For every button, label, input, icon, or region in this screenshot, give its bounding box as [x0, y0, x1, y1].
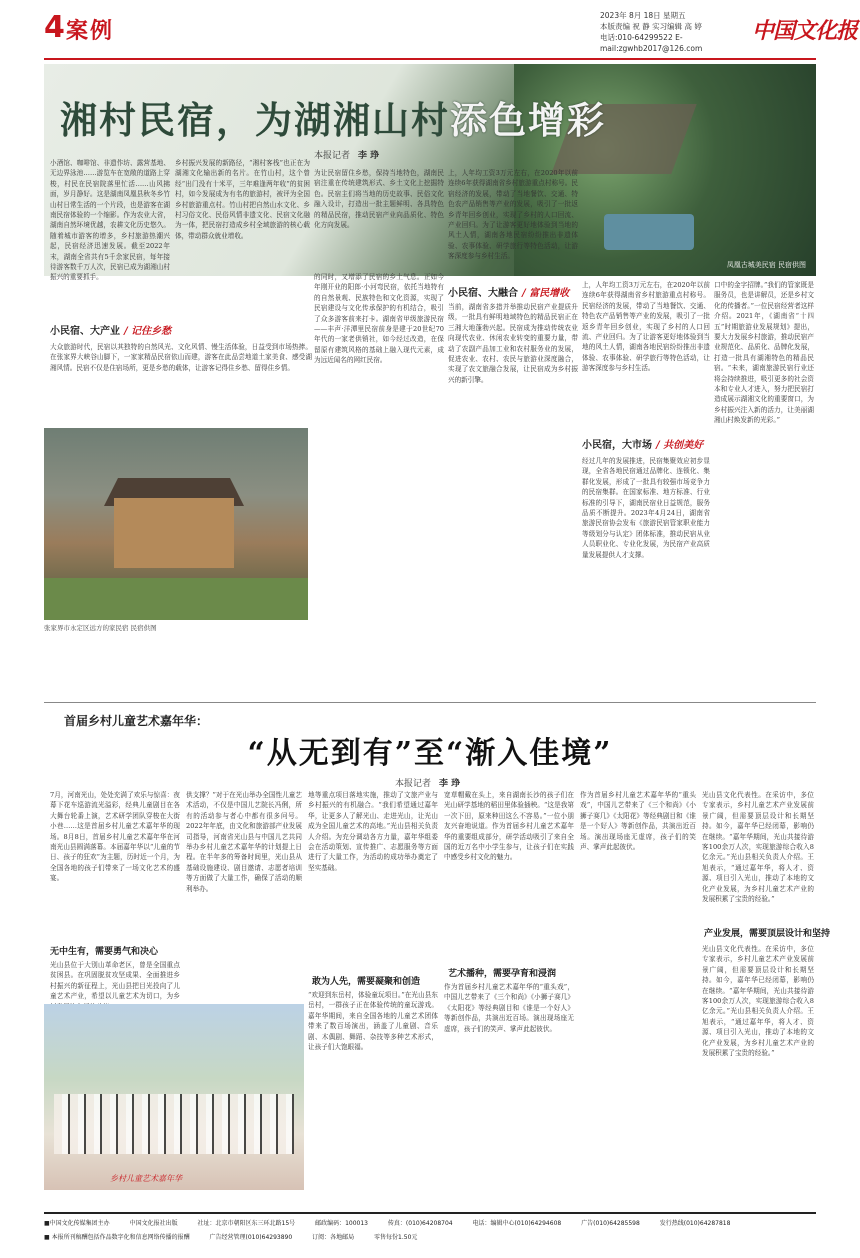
article1-subhead-1 — [50, 322, 171, 337]
masthead-rule — [44, 58, 816, 60]
paper-logo: 中国文化报 — [752, 18, 858, 44]
photo-children — [54, 1094, 294, 1154]
date-line: 2023年 8月 18日 星期五 — [600, 11, 686, 20]
article2-subhead-4: 产业发展，需要顶层设计和坚持 — [704, 929, 831, 939]
article2-col3b: “欢迎到东岳村，体验童玩项目。”在光山县东岳村，一群孩子正在体验传统的童玩游戏。嘉年华期间，来自全国各地的儿童艺术团体带来了数百场演出，涵盖了儿童剧、音乐剧、木偶剧、舞蹈、杂技等多种艺术形式，让孩子们大饱眼福。 — [308, 991, 438, 1052]
article1-col4b: 经过几年的发展推进，民宿集聚效应初步显现，全省各地民宿通过品牌化、连锁化、集群化发展，形成了一批具有较强市场竞争力的民宿集群。在国家标准、地方标准、行业标准的引导下，湖南民宿业日益规范，服务品质不断提升。2023年4月24日，湖南省旅游民宿协会发布《旅游民宿管家职业能力等级划分与认定》团体标准，推动民宿从业人员职业化、专业化发展，为民宿产业高质量发展提供人才支撑。 — [582, 457, 710, 559]
article2-col6: 光山县文化代表性。在采访中，多位专家表示，乡村儿童艺术产业发展前景广阔，但需要顶层设计和长期坚持。如今，嘉年华已经闭幕，影响仍在继续。“嘉年华期间，光山共接待游客100余万人次，实现旅游综合收入8亿余元。”光山县相关负责人介绍。王旭表示，“通过嘉年华，将人才、资源、项目引入光山，推动了本地的文化产业发展，为乡村儿童艺术产业的发展积累了宝贵的经验。” — [702, 791, 814, 904]
byline-label: 本报记者 — [314, 151, 351, 161]
article2-photo — [44, 1004, 304, 1190]
article2-subhead-3: 艺术播种，需要孕育和浸润 — [448, 969, 557, 979]
article2-col3: 地等重点项目落地实施，推动了文旅产业与乡村振兴的有机融合。“我们希望通过嘉年华，让更多人了解光山、走进光山，让光山成为全国儿童艺术的高地。”光山县相关负责人介绍。为充分调动各方力量，嘉年华组委会在活动策划、宣传推广、志愿服务等方面进行了大量工作，为活动的成功举办奠定了坚实基础。 — [308, 791, 438, 872]
article1-subhead-3 — [582, 436, 703, 451]
article2-col1b: 光山县位于大别山革命老区，曾是全国重点贫困县。在巩固脱贫攻坚成果、全面推进乡村振兴的新征程上，光山县把目光投向了儿童艺术产业，希望以儿童艺术为切口，为乡 — [50, 961, 180, 1001]
photo-lawn — [44, 578, 308, 620]
article2-col1: 7月，河南光山，处处充满了欢乐与惊喜：夜幕下花车巡游流光溢彩，经典儿童剧目在各大舞台轮番上演，艺术研学团队穿梭在大街小巷……这是首届乡村儿童艺术嘉年华的现场。8月8日，首届乡村儿童艺术嘉年华在河南光山县圆满落幕。本届嘉年华以“儿童的节日、孩子的狂欢”为主题，历时近一个月，为全国各地的孩子们带来了一场文化艺术的盛宴。 — [50, 791, 180, 883]
article2-subhead-1: 无中生有，需要勇气和决心 — [50, 947, 159, 957]
footer-subscription: 订阅：各地邮局 — [312, 1234, 355, 1241]
byline-name: 李 琤 — [358, 151, 380, 161]
page-footer — [44, 1212, 816, 1248]
subhead-title: 小民宿，大市场 — [582, 440, 652, 451]
footer-ad-management: 广告经营管理(010)64293890 — [209, 1234, 293, 1241]
byline-label: 本报记者 — [395, 779, 432, 789]
footer-line-1 — [44, 1218, 816, 1227]
footer-postcode: 邮政编码：100013 — [315, 1220, 368, 1227]
article2-col2: 供支撑？”对于在光山举办全国性儿童艺术活动，不仅是中国儿艺院长冯俐，所有的活动参与者心中都有很多问号。2022年年底，由文化和旅游部产业发展司指导，河南省光山县与中国儿艺共同举办乡村儿童艺术嘉年华的计划提上日程。在半年多的筹备时间里，光山县从基础设施建设、剧目邀请、志愿者培训等方面做了大量工作，确保了活动的顺利举办。 — [186, 791, 302, 893]
article1-col2b: 为让民宿留住乡愁，保持当地特色，湖南民宿注重在传统建筑形式、乡土文化上挖掘特色。民宿主们将当地的历史故事、民俗文化融入设计，打造出一批主题鲜明、各具特色的精品民宿，推动民宿产业向品质化、特色化方向发展。 — [314, 169, 444, 230]
article2-headline: “从无到有”至“渐入佳境” — [247, 736, 613, 771]
footer-royalty-note: ■ 本报所刊稿酬包括作品数字化和信息网络传播的报酬 — [44, 1234, 190, 1241]
headline-accent: 添色增彩 — [450, 98, 606, 142]
subhead-title: 小民宿、大融合 — [448, 288, 518, 299]
article1-headline — [60, 90, 606, 144]
footer-address: 社址：北京市朝阳区东三环北路15号 — [197, 1220, 296, 1227]
article1-col1b: 大众旅游时代，民宿以其独特的自然风光、文化风情、慢生活体验，日益受到市场热捧。在张家界大峡谷山脚下，一家家精品民宿依山而建，游客在此品尝地道土家美食、感受湖湘风情。民宿不仅是住宿场所，更是乡愁的载体，让游客记得住乡愁、留得住乡情。 — [50, 343, 312, 372]
article2-col5: 作为首届乡村儿童艺术嘉年华的“重头戏”，中国儿艺带来了《三个和尚》《小狮子赛几》《太阳花》等经典剧目和《谁是一个好人》等新创作品，共演出近百场。演出现场座无虚席，孩子们的笑声、掌声此起彼伏。 — [580, 791, 696, 852]
article1-photo-caption: 张家界市永定区远方的家民宿 民宿供图 — [44, 624, 157, 632]
article1-col2: 乡村振兴发展的新路径，“湘村客栈”也正在为湖湘文化输出新的名片。在竹山村，这个曾经“出门没有十米平，三年难逢两年收”的贫困村，如今发展成为有名的旅游村，被评为全国乡村旅游重点村。竹山村把自然山水文化、乡村习俗文化、民俗风情非遗文化、民宿文化融为一体，把民宿打造成乡村全域旅游的核心载体，带动群众就业增收。 — [175, 159, 310, 240]
article1-col4: 上，人年均工资3万元左右，在2020年以前连续6年获得湖南省乡村旅游重点村称号。民宿经济的发展，带动了当地餐饮、交通、特色农产品销售等产业的发展，吸引了一批返乡青年回乡创业，实现了乡村的人口回流、产业回归。为了让游客更好地体验到当地的风土人情，湖南各地民宿纷纷推出非遗体验、农事体验、研学旅行等特色活动，让游客深度参与乡村生活。 — [582, 281, 710, 373]
article1-col3b: 当前，湖南省多措并举推动民宿产业提质升级，一批具有鲜明地域特色的精品民宿正在三湘大地蓬勃兴起。民宿成为推动传统农业向现代农业、休闲农业转变的重要力量，带动了农副产品加工业和农村服务业的发展，促进农业、农村、农民与旅游业深度融合，实现了农文旅融合发展，让民宿成为乡村振兴的新引擎。 — [448, 303, 578, 384]
footer-distribution: 发行热线(010)64287818 — [659, 1220, 731, 1227]
footer-ad-phone: 广告(010)64285598 — [581, 1220, 640, 1227]
byline-name: 李 琤 — [439, 779, 461, 789]
subhead-tag: / 记住乡愁 — [124, 326, 171, 337]
photo-house — [114, 498, 234, 568]
article2-byline — [395, 776, 460, 789]
article1-subhead-2 — [448, 284, 569, 299]
article1-col5: 口中的金字招牌。”我们的管家既是服务员，也是讲解员，还是乡村文化的传播者。”一位民宿经营者这样介绍。2021年，《湖南省“十四五”时期旅游业发展规划》提出，要大力发展乡村旅游，推动民宿产业规范化、品质化、品牌化发展，打造一批具有湖湘特色的精品民宿。“未来，湖南旅游民宿行业还将会持续推进，吸引更多的社会资本和专业人才进入，努力把民宿打造成展示湖湘文化的重要窗口，为乡村振兴注入新的活力，让美丽湖湘山村焕发新的光彩。” — [714, 281, 814, 425]
footer-publisher: ■中国文化传媒集团主办 — [44, 1220, 110, 1227]
footer-press: 中国文化报社出版 — [129, 1220, 178, 1227]
article2-col6b: 光山县文化代表性。在采访中，多位专家表示，乡村儿童艺术产业发展前景广阔，但需要顶层设计和长期坚持。如今，嘉年华已经闭幕，影响仍在继续。“嘉年华期间，光山共接待游客100余万人次，实现旅游综合收入8亿余元。”光山县相关负责人介绍。王旭表示，“通过嘉年华，将人才、资源、项目引入光山，推动了本地的文化产业发展，为乡村儿童艺术产业的发展积累了宝贵的经验。” — [702, 945, 814, 1058]
editor-line: 本版责编 祝 静 实习编辑 高 婷 — [600, 22, 702, 31]
footer-price: 零售每份1.50元 — [374, 1234, 418, 1241]
subhead-tag: / 共创美好 — [656, 440, 703, 451]
hero-pool — [604, 214, 694, 250]
article2-col4b: 作为首届乡村儿童艺术嘉年华的“重头戏”，中国儿艺带来了《三个和尚》《小狮子赛几》《太阳花》等经典剧目和《谁是一个好人》等新创作品，共演出近百场。演出现场座无虚席，孩子们的笑声、掌声此起彼伏。 — [444, 983, 574, 1033]
article1-photo — [44, 428, 308, 620]
article2-col4: 宽草帽戴在头上，来自湖南长沙的孩子们在光山研学基地的稻田里体验插秧。“这是我第一次下田，原来种田这么不容易。”一位小朋友兴奋地说道。作为首届乡村儿童艺术嘉年华的重要组成部分，研学活动吸引了来自全国的近万名中小学生参与，让孩子们在实践中感受乡村文化的魅力。 — [444, 791, 574, 862]
footer-fax: 传真：(010)64208704 — [387, 1220, 453, 1227]
article1-col3: 的同时，又增添了民宿的乡土气息。正如今年刚开业的阳郎·小河弯民宿，依托当地特有的自然景观、民族特色和文化资源，实现了民宿建设与文化传承保护的有机结合，吸引了众多游客前来打卡。湖南省甲级旅游民宿——丰声·洋潭里民宿前身是建于20世纪70年代的一家老供销社，如今经过改造，在保留原有建筑风格的基础上融入现代元素，成为远近闻名的网红民宿。 — [314, 273, 444, 365]
issue-info — [600, 10, 730, 54]
article1-byline — [314, 148, 379, 161]
hero-caption: 凤凰古城美民宿 民宿供图 — [726, 261, 806, 269]
contact-line: 电话:010-64299522 E-mail:zgwhb2017@126.com — [600, 33, 703, 53]
page-number: 4 — [44, 10, 65, 45]
footer-line-2 — [44, 1232, 816, 1241]
photo-overlay-caption: 乡村儿童艺术嘉年华 — [110, 1174, 182, 1183]
headline-main: 湘村民宿，为湖湘山村 — [60, 98, 450, 142]
article2-subhead-2: 敢为人先，需要凝聚和创造 — [312, 977, 421, 987]
article1-col1: 小酒馆、咖啡馆、非遗作坊、露营基地、无边界泳池……游览车在宽敞的道路上穿梭，村民在民宿院落里忙活……山风拂面，岁月静好。这是湖南凤凰县秋冬乡竹山村日常生活的一个片段，也是游客在湖南民宿体验的一个缩影。作为农业大省，湖南自然环境优越，农耕文化历史悠久。随着城市游客的增多，乡村旅游热潮兴起，民宿经济迅速发展。截至2022年末，湖南全省共有5千余家民宿，每年接待游客数千万人次，民宿已成为湖湘山村振兴的重要抓手。 — [50, 159, 170, 282]
article1-col3-top: 上，人年均工资3万元左右，在2020年以前连续6年获得湖南省乡村旅游重点村称号。民宿经济的发展，带动了当地餐饮、交通、特色农产品销售等产业的发展，吸引了一批返乡青年回乡创业，实现了乡村的人口回流、产业回归。为了让游客更好地体验到当地的风土人情，湖南各地民宿纷纷推出非遗体验、农事体验、研学旅行等特色活动，让游客深度参与乡村生活。 — [448, 169, 578, 261]
masthead — [0, 0, 860, 62]
footer-phone: 电话：编辑中心(010)64294608 — [472, 1220, 562, 1227]
section-name: 案例 — [66, 18, 115, 44]
subhead-title: 小民宿、大产业 — [50, 326, 120, 337]
article-divider — [44, 702, 816, 703]
subhead-tag: / 富民增收 — [522, 288, 569, 299]
article2-kicker: 首届乡村儿童艺术嘉年华： — [64, 714, 209, 728]
